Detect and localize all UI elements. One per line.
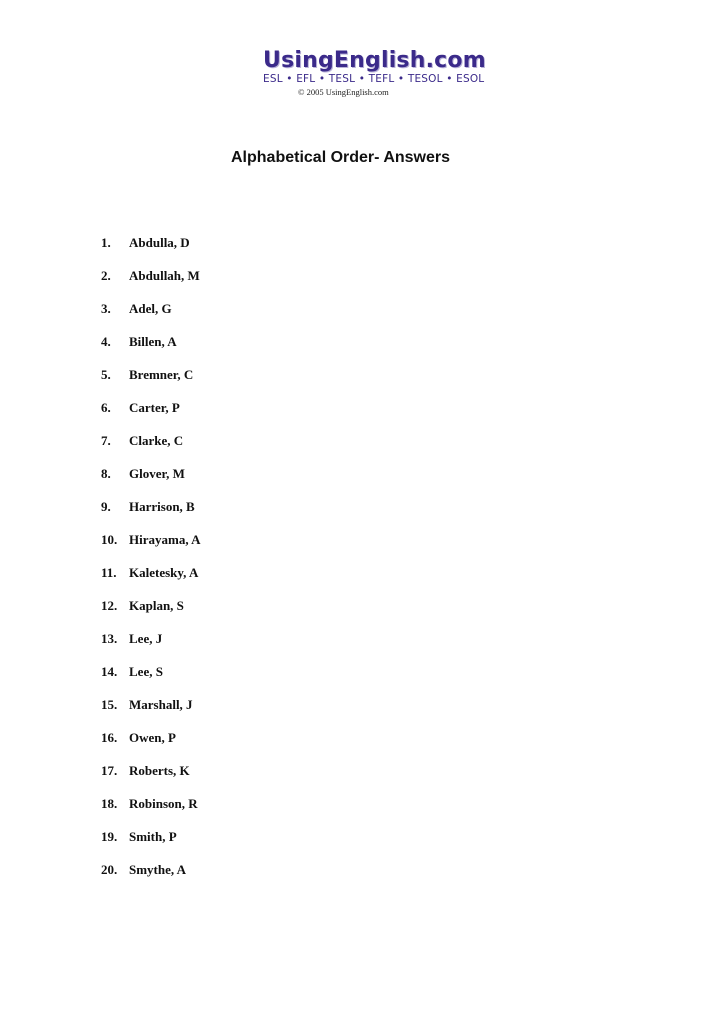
item-number: 11.: [101, 565, 117, 580]
item-name: Clarke, C: [129, 433, 184, 448]
answer-list: [101, 235, 201, 895]
list-item: [101, 631, 201, 664]
item-number: 16.: [101, 730, 118, 745]
item-name: Bremner, C: [129, 367, 194, 382]
item-number: 6.: [101, 400, 111, 415]
list-item: [101, 565, 201, 598]
list-item: [101, 763, 201, 796]
item-number: 15.: [101, 697, 118, 712]
item-name: Adel, G: [129, 301, 172, 316]
list-item: [101, 598, 201, 631]
list-item: [101, 334, 201, 367]
list-item: [101, 499, 201, 532]
page-title: Alphabetical Order- Answers: [231, 149, 451, 166]
item-number: 1.: [101, 235, 111, 250]
item-number: 5.: [101, 367, 111, 382]
list-item: [101, 433, 201, 466]
item-number: 8.: [101, 466, 111, 481]
item-number: 19.: [101, 829, 118, 844]
item-name: Lee, S: [129, 664, 163, 679]
list-item: [101, 697, 201, 730]
item-name: Carter, P: [129, 400, 180, 415]
list-item: [101, 367, 201, 400]
item-name: Kaletesky, A: [129, 565, 199, 580]
item-name: Lee, J: [129, 631, 163, 646]
list-item: [101, 268, 201, 301]
item-number: 12.: [101, 598, 118, 613]
list-item: [101, 400, 201, 433]
item-number: 7.: [101, 433, 111, 448]
item-name: Kaplan, S: [129, 598, 184, 613]
item-number: 14.: [101, 664, 118, 679]
list-item: [101, 466, 201, 499]
list-item: [101, 301, 201, 334]
item-name: Smythe, A: [129, 862, 187, 877]
list-item: [101, 829, 201, 862]
item-name: Harrison, B: [129, 499, 195, 514]
list-item: [101, 730, 201, 763]
list-item: [101, 796, 201, 829]
copyright-notice: © 2005 UsingEnglish.com: [298, 87, 389, 97]
item-number: 20.: [101, 862, 118, 877]
item-number: 10.: [101, 532, 118, 547]
site-logo: [263, 48, 486, 86]
item-name: Abdullah, M: [129, 268, 200, 283]
list-item: [101, 235, 201, 268]
item-number: 4.: [101, 334, 111, 349]
item-name: Abdulla, D: [129, 235, 190, 250]
item-name: Glover, M: [129, 466, 185, 481]
list-item: [101, 532, 201, 565]
item-name: Smith, P: [129, 829, 177, 844]
item-number: 18.: [101, 796, 118, 811]
logo-wordmark: UsingEnglish.com: [263, 48, 486, 73]
item-name: Roberts, K: [129, 763, 190, 778]
item-number: 3.: [101, 301, 111, 316]
list-item: [101, 862, 201, 895]
logo-tagline: ESL • EFL • TESL • TEFL • TESOL • ESOL: [263, 73, 485, 85]
item-name: Marshall, J: [129, 697, 193, 712]
item-number: 13.: [101, 631, 118, 646]
item-name: Robinson, R: [129, 796, 198, 811]
item-number: 17.: [101, 763, 118, 778]
item-name: Hirayama, A: [129, 532, 201, 547]
item-number: 2.: [101, 268, 111, 283]
item-name: Billen, A: [129, 334, 177, 349]
item-name: Owen, P: [129, 730, 176, 745]
list-item: [101, 664, 201, 697]
item-number: 9.: [101, 499, 111, 514]
